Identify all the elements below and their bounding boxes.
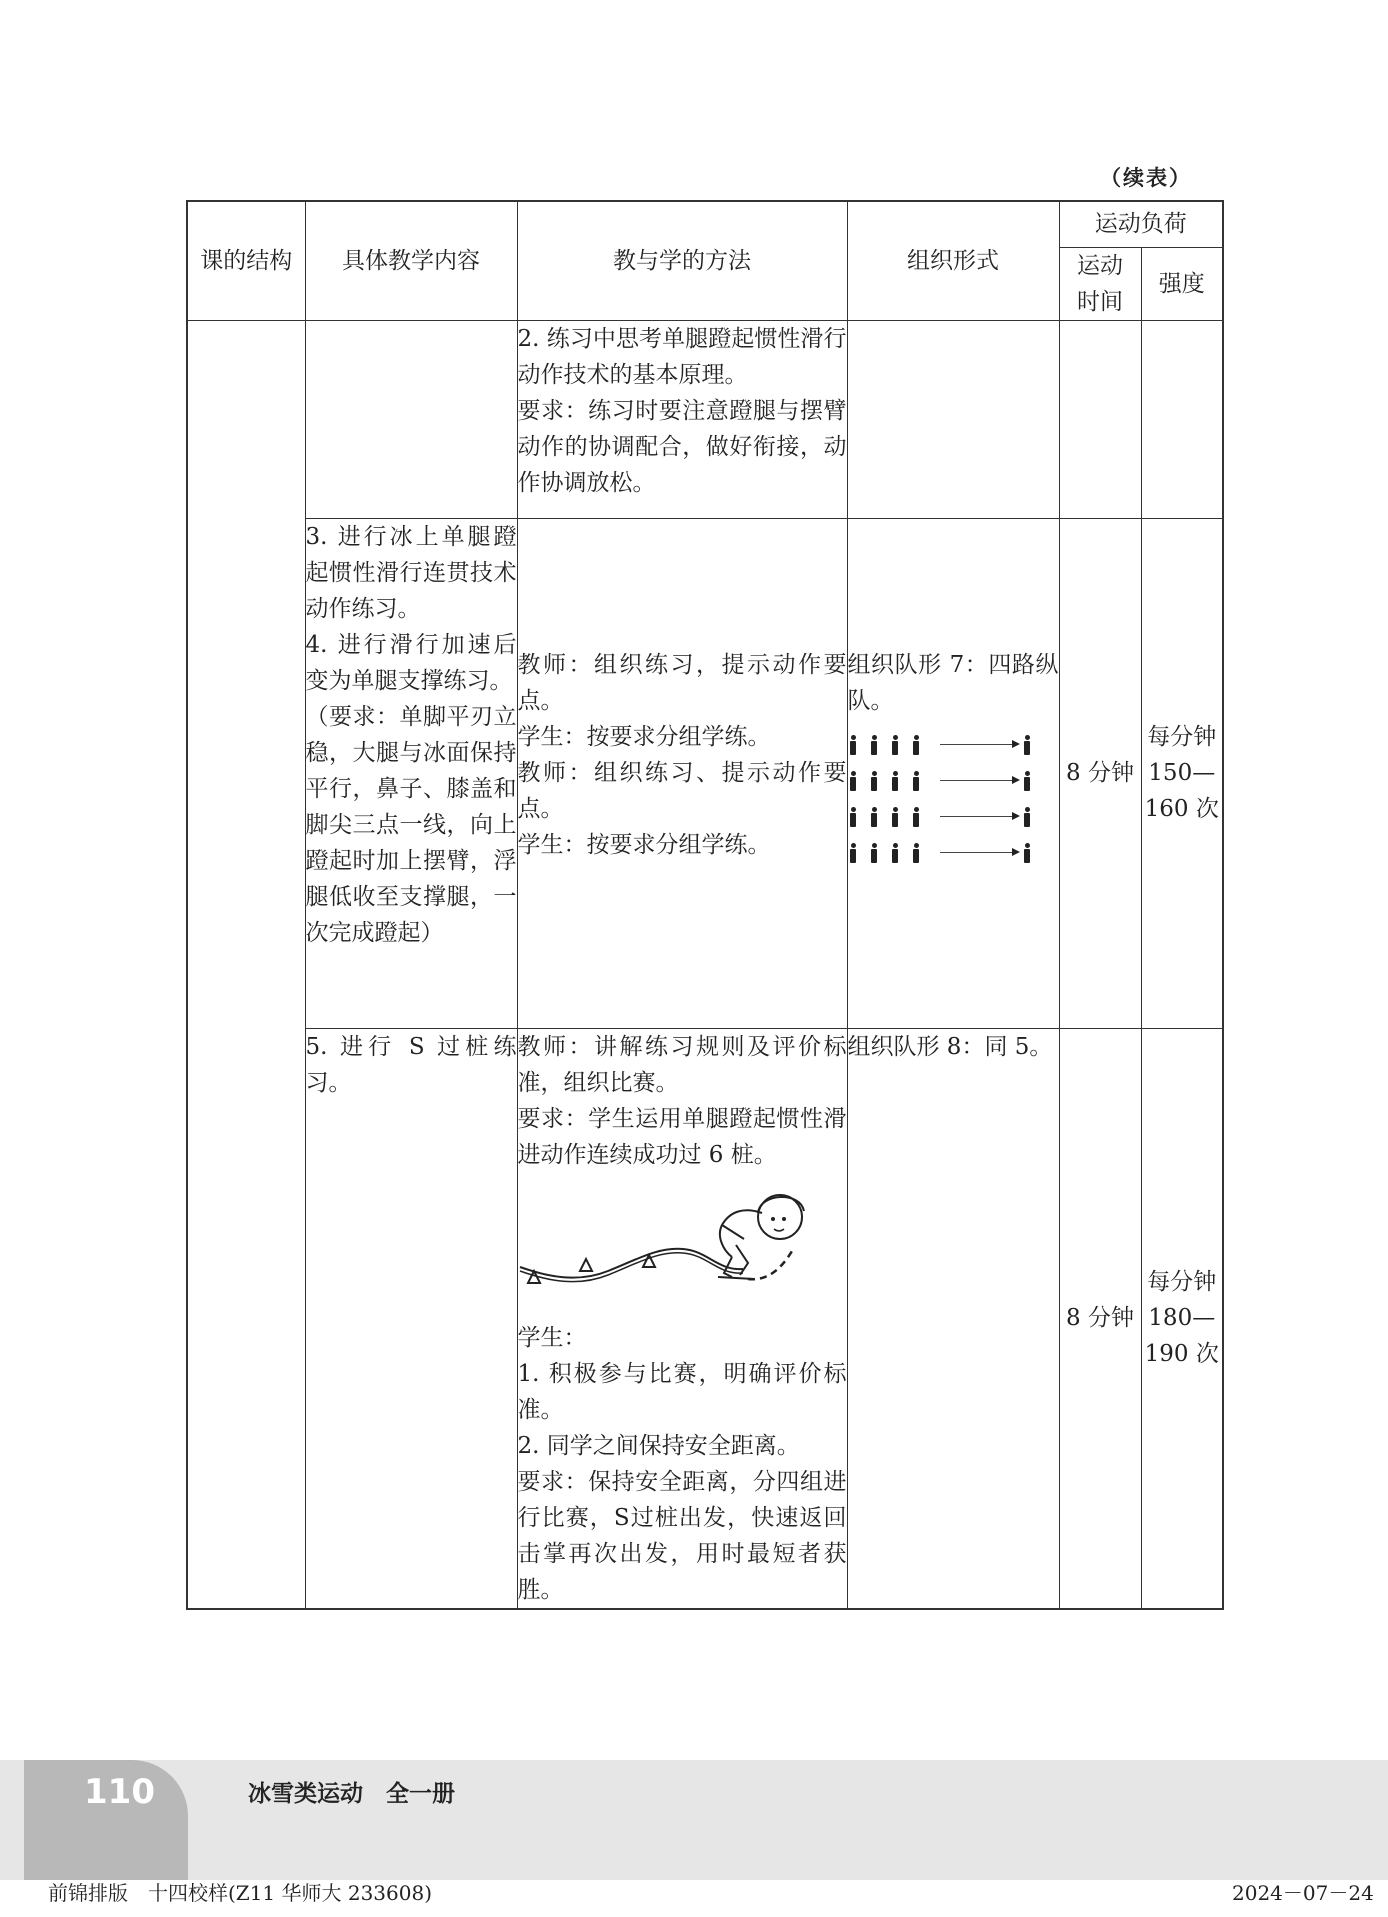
student-icon: [869, 843, 879, 863]
method-cell: [517, 1028, 847, 1609]
method-line: 2. 同学之间保持安全距离。: [517, 1432, 800, 1459]
method-cell: [517, 320, 847, 518]
student-icon: [848, 735, 858, 755]
student-icon: [1022, 807, 1032, 827]
intensity-line: 150—: [1148, 760, 1216, 786]
student-icon: [1022, 843, 1032, 863]
method-line: 要求：学生运用单腿蹬起惯性滑进动作连续成功过 6 桩。: [517, 1105, 847, 1168]
student-icon: [890, 843, 900, 863]
method-cell: [517, 518, 847, 1028]
four-column-formation-diagram: [848, 727, 1059, 871]
intensity-cell: [1141, 1028, 1223, 1609]
student-icon: [1022, 771, 1032, 791]
header-method: 教与学的方法: [517, 201, 847, 320]
method-line: 要求：练习时要注意蹬腿与摆臂动作的协调配合，做好衔接，动作协调放松。: [517, 397, 847, 496]
continued-table-label: （续表）: [1100, 166, 1192, 190]
student-icon: [911, 771, 921, 791]
method-line: 教师：组织练习，提示动作要点。: [517, 651, 847, 714]
header-load-time-line2: 时间: [1077, 288, 1123, 315]
method-line: 要求：保持安全距离，分四组进行比赛，S过桩出发，快速返回击掌再次出发，用时最短者获胜。: [517, 1468, 847, 1603]
student-icon: [848, 771, 858, 791]
formation-column-row: [848, 763, 1059, 799]
method-line: 教师：组织练习、提示动作要点。: [517, 759, 847, 822]
student-icon: [911, 807, 921, 827]
student-icon: [890, 771, 900, 791]
student-icon: [911, 735, 921, 755]
direction-arrow-icon: [940, 816, 1018, 817]
table-row: [187, 320, 1223, 518]
student-icon: [869, 807, 879, 827]
skater-s-slalom-illustration: [518, 1185, 847, 1316]
student-icon: [869, 735, 879, 755]
lesson-plan-table: [186, 200, 1224, 1610]
content-cell: [305, 518, 517, 1028]
table-row: [187, 1028, 1223, 1609]
time-cell: 8 分钟: [1059, 518, 1141, 1028]
method-line: 学生：按要求分组学练。: [517, 723, 771, 750]
student-icon: [848, 807, 858, 827]
organization-line: 组织队形 8：同 5。: [847, 1033, 1053, 1060]
header-load-time: [1059, 247, 1141, 320]
imprint-info: 前锦排版 十四校样(Z11 华师大 233608): [48, 1881, 433, 1905]
header-load: 运动负荷: [1059, 201, 1223, 247]
student-icon: [890, 807, 900, 827]
intensity-cell: [1141, 320, 1223, 518]
time-cell: [1059, 320, 1141, 518]
direction-arrow-icon: [940, 744, 1018, 745]
header-load-intensity: 强度: [1141, 247, 1223, 320]
student-icon: [869, 771, 879, 791]
content-cell: [305, 1028, 517, 1609]
intensity-line: 每分钟: [1147, 724, 1217, 750]
student-icon: [911, 843, 921, 863]
formation-column-row: [848, 799, 1059, 835]
header-load-time-line1: 运动: [1077, 252, 1123, 279]
student-icon: [890, 735, 900, 755]
skater-slalom-icon: [518, 1185, 828, 1305]
header-organization: 组织形式: [847, 201, 1059, 320]
direction-arrow-icon: [940, 852, 1018, 853]
table-row: [187, 518, 1223, 1028]
intensity-line: 190 次: [1144, 1341, 1219, 1367]
intensity-line: 160 次: [1144, 796, 1219, 822]
student-icon: [1022, 735, 1032, 755]
content-line: 5. 进行 S 过桩练习。: [305, 1033, 517, 1096]
method-line: 2. 练习中思考单腿蹬起惯性滑行动作技术的基本原理。: [517, 325, 847, 388]
content-cell: [305, 320, 517, 518]
structure-cell: [187, 320, 305, 1609]
organization-line: 组织队形 7：四路纵队。: [847, 651, 1059, 714]
time-cell: 8 分钟: [1059, 1028, 1141, 1609]
footer-bar: [0, 1760, 1388, 1880]
intensity-line: 180—: [1148, 1305, 1216, 1331]
content-line: 4. 进行滑行加速后变为单腿支撑练习。: [305, 631, 517, 694]
content-line: 3. 进行冰上单腿蹬起惯性滑行连贯技术动作练习。: [305, 523, 517, 622]
header-structure: 课的结构: [187, 201, 305, 320]
intensity-cell: [1141, 518, 1223, 1028]
intensity-line: 每分钟: [1147, 1269, 1217, 1295]
page-number: 110: [84, 1772, 155, 1812]
organization-cell: [847, 518, 1059, 1028]
direction-arrow-icon: [940, 780, 1018, 781]
method-line: 学生：按要求分组学练。: [517, 831, 771, 858]
organization-cell: [847, 1028, 1059, 1609]
method-line: 1. 积极参与比赛，明确评价标准。: [517, 1360, 847, 1423]
imprint-date: 2024－07－24: [1232, 1881, 1374, 1905]
organization-cell: [847, 320, 1059, 518]
book-title: 冰雪类运动 全一册: [248, 1781, 455, 1807]
header-content: 具体教学内容: [305, 201, 517, 320]
content-line: （要求：单脚平刃立稳，大腿与冰面保持平行，鼻子、膝盖和脚尖三点一线，向上蹬起时加上摆臂，浮腿低收至支撑腿，一次完成蹬起）: [305, 703, 517, 946]
method-line: 教师：讲解练习规则及评价标准，组织比赛。: [517, 1033, 847, 1096]
method-line: 学生：: [517, 1324, 587, 1351]
formation-column-row: [848, 835, 1059, 871]
student-icon: [848, 843, 858, 863]
formation-column-row: [848, 727, 1059, 763]
